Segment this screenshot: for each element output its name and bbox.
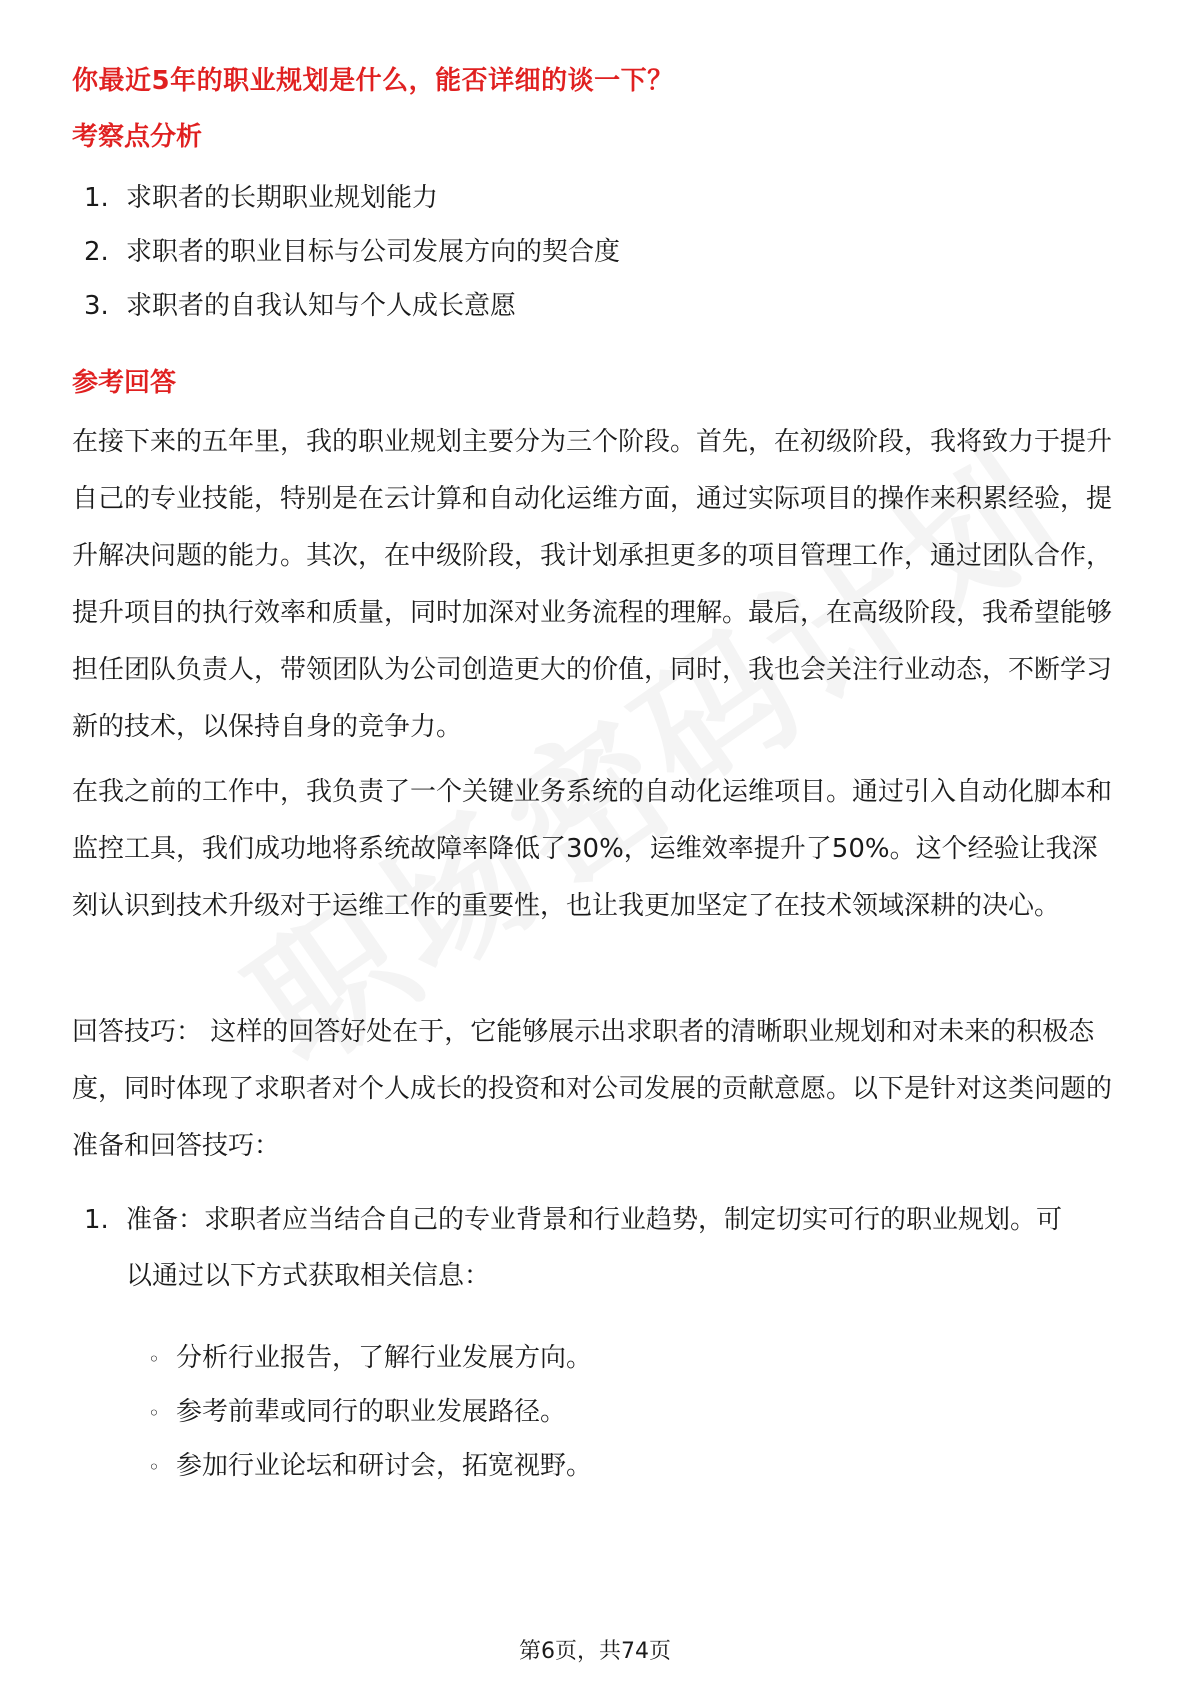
question-title: 你最近5年的职业规划是什么，能否详细的谈一下？ bbox=[72, 66, 674, 96]
tips-paragraph: 回答技巧： 这样的回答好处在于，它能够展示出求职者的清晰职业规划和对未来的积极态度，同时体现了求职者对个人成长的投资和对公司发展的贡献意愿。以下是针对这类问题的准备和回答技巧： bbox=[72, 1017, 1113, 1161]
bullet-icon: ◦ bbox=[148, 1401, 160, 1425]
analysis-item-text: 求职者的长期职业规划能力 bbox=[126, 183, 439, 213]
list-item bbox=[148, 1340, 592, 1377]
list-number: 2. bbox=[84, 237, 109, 267]
bullet-text: 参加行业论坛和研讨会，拓宽视野。 bbox=[176, 1451, 593, 1481]
analysis-item-text: 求职者的职业目标与公司发展方向的契合度 bbox=[126, 237, 621, 267]
list-item bbox=[148, 1394, 566, 1431]
list-number: 1. bbox=[84, 183, 109, 213]
prep-item bbox=[84, 1192, 1084, 1304]
answer-heading: 参考回答 bbox=[72, 368, 177, 398]
list-item bbox=[148, 1448, 592, 1485]
page-number: 第6页，共74页 bbox=[519, 1639, 671, 1664]
prep-item-text: 准备：求职者应当结合自己的专业背景和行业趋势，制定切实可行的职业规划。可以通过以下方式获取相关信息： bbox=[126, 1205, 1063, 1291]
analysis-item-text: 求职者的自我认知与个人成长意愿 bbox=[126, 291, 517, 321]
analysis-item bbox=[84, 288, 516, 324]
analysis-heading: 考察点分析 bbox=[72, 122, 203, 152]
bullet-icon: ◦ bbox=[148, 1455, 160, 1479]
analysis-item bbox=[84, 180, 438, 216]
list-number: 3. bbox=[84, 291, 109, 321]
experience-paragraph: 在我之前的工作中，我负责了一个关键业务系统的自动化运维项目。通过引入自动化脚本和监控工具，我们成功地将系统故障率降低了30%，运维效率提升了50%。这个经验让我深刻认识到技术升级对于运维工作的重要性，也让我更加坚定了在技术领域深耕的决心。 bbox=[72, 777, 1113, 921]
answer-paragraph: 在接下来的五年里，我的职业规划主要分为三个阶段。首先，在初级阶段，我将致力于提升自己的专业技能，特别是在云计算和自动化运维方面，通过实际项目的操作来积累经验，提升解决问题的能力。其次，在中级阶段，我计划承担更多的项目管理工作，通过团队合作，提升项目的执行效率和质量，同时加深对业务流程的理解。最后，在高级阶段，我希望能够担任团队负责人，带领团队为公司创造更大的价值，同时，我也会关注行业动态，不断学习新的技术，以保持自身的竞争力。 bbox=[72, 427, 1113, 742]
bullet-text: 分析行业报告，了解行业发展方向。 bbox=[176, 1343, 593, 1373]
analysis-item bbox=[84, 234, 620, 270]
bullet-text: 参考前辈或同行的职业发展路径。 bbox=[176, 1397, 567, 1427]
bullet-icon: ◦ bbox=[148, 1347, 160, 1371]
list-number: 1. bbox=[84, 1205, 109, 1235]
